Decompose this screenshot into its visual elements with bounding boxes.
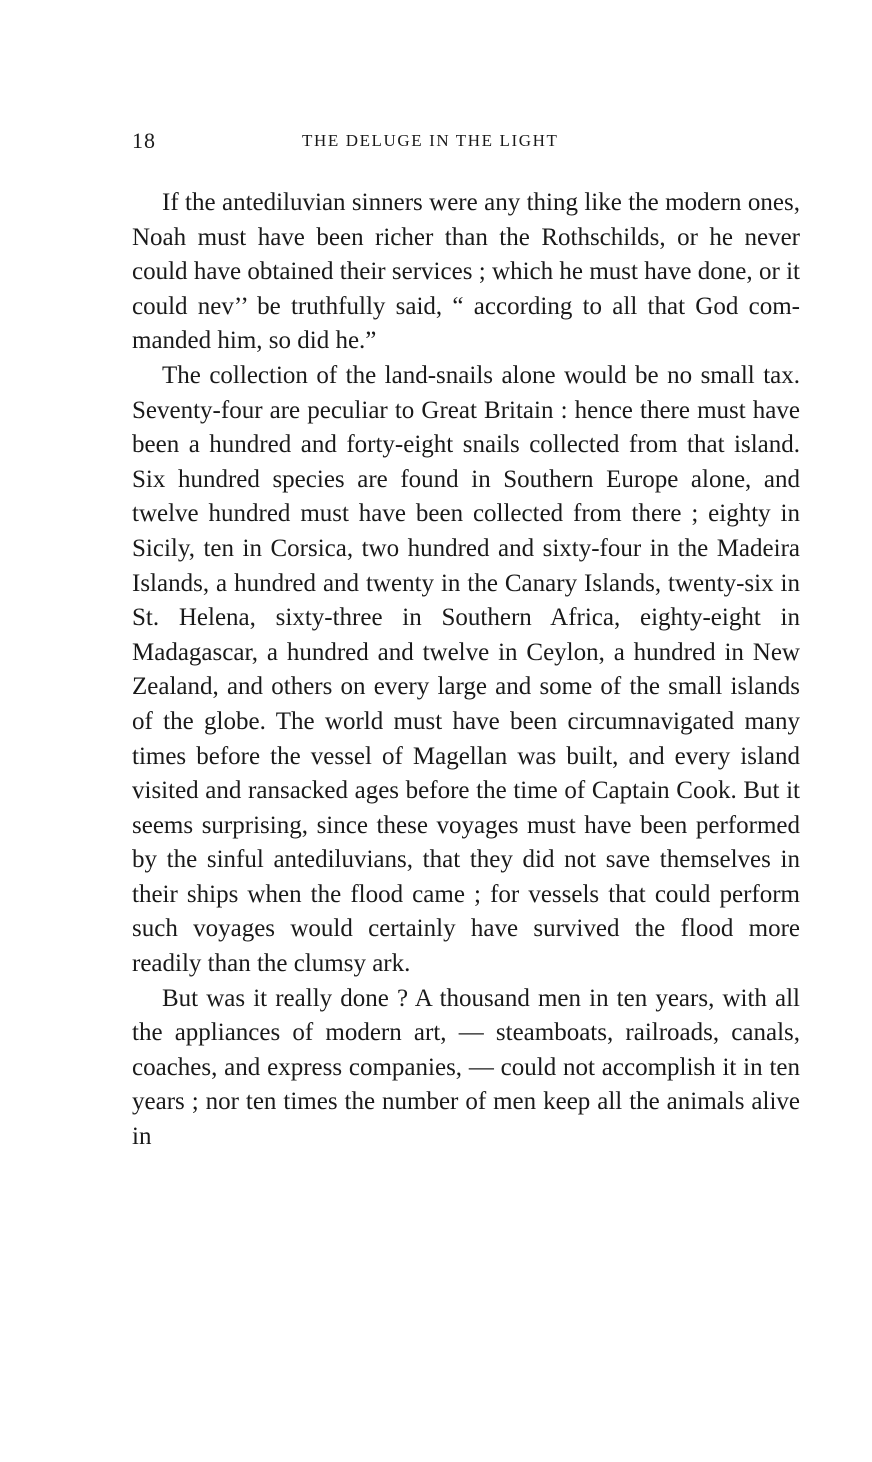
running-head	[132, 128, 800, 160]
running-title: THE DELUGE IN THE LIGHT	[302, 131, 559, 150]
body-text	[132, 186, 800, 1155]
page-number: 18	[132, 128, 156, 153]
paragraph-land-snails: The collection of the land-snails alone would be no small tax. Seventy-four are peculiar to Great Britain : hence there must have been a hundred and forty-eight snails collected from that island. Six hundred species are found in Southern Europe alone, and twelve hundred must have been collected from there ; eighty in Sicily, ten in Corsica, two hundred and sixty-four in the Madeira Islands, a hundred and twenty in the Canary Islands, twenty-six in St. Helena, sixty-three in Southern Africa, eighty-eight in Madagascar, a hundred and twelve in Ceylon, a hundred in New Zealand, and others on every large and some of the small islands of the globe. The world must have been circumnavigated many times before the vessel of Magellan was built, and every island visited and ransacked ages before the time of Captain Cook. But it seems surprising, since these voyages must have been performed by the sinful antediluvians, that they did not save themselves in their ships when the flood came ; for vessels that could perform such voyages would certainly have survived the flood more readily than the clumsy ark.	[132, 361, 800, 978]
paragraph-antediluvian-sinners: If the antediluvian sinners were any thing like the modern ones, Noah must have been richer than the Rothschilds, or he never could have obtained their services ; which he must have done, or it could nev’’ be truthfully said, “ according to all that God commanded him, so did he.”	[132, 189, 800, 355]
paragraph-was-it-really-done: But was it really done ? A thousand men in ten years, with all the appliances of modern art, — steamboats, railroads, canals, coaches, and express companies, — could not accomplish it in ten years ; nor ten times the number of men keep all the animals alive in	[132, 984, 800, 1151]
